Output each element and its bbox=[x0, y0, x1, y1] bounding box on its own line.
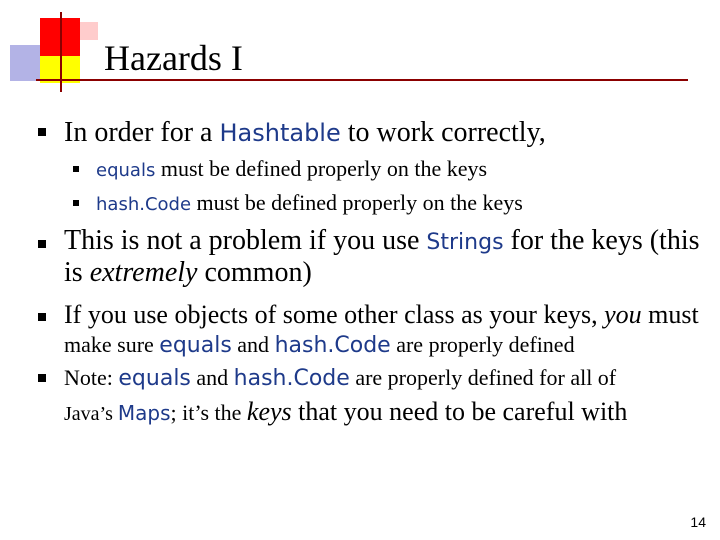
text: must be defined properly on the keys bbox=[191, 190, 523, 215]
emphasis-text: extremely bbox=[89, 257, 198, 288]
slide-number: 14 bbox=[690, 514, 706, 530]
decor-pink-square bbox=[80, 22, 98, 40]
text: ; it’s the bbox=[170, 400, 247, 425]
emphasis-text: you bbox=[604, 300, 642, 329]
text: make sure bbox=[64, 332, 160, 357]
text: for the keys (this bbox=[503, 225, 700, 256]
text: must be defined properly on the keys bbox=[155, 156, 488, 181]
sub-bullet-1-text bbox=[96, 155, 487, 185]
code-hashcode: hash.Code bbox=[274, 333, 391, 358]
bullet-1-text bbox=[64, 116, 546, 150]
bullet-2-line-1 bbox=[64, 224, 700, 260]
bullet-4-line-1 bbox=[64, 364, 616, 393]
code-equals: equals bbox=[118, 366, 191, 391]
bullet-3-line-2 bbox=[64, 331, 575, 360]
slide-title: Hazards I bbox=[104, 38, 243, 78]
bullet-square-icon bbox=[38, 240, 46, 248]
text: are properly defined for all of bbox=[349, 365, 617, 390]
code-hashcode: hash.Code bbox=[233, 366, 350, 391]
text: must bbox=[641, 300, 699, 329]
text: are properly defined bbox=[390, 332, 575, 357]
bullet-4-line-2 bbox=[64, 395, 627, 431]
code-equals: equals bbox=[159, 333, 232, 358]
bullet-square-icon bbox=[38, 374, 46, 382]
text: This is not a problem if you use bbox=[64, 225, 427, 256]
text: that you need to be careful with bbox=[291, 397, 628, 426]
code-hashtable: Hashtable bbox=[219, 119, 341, 147]
text: and bbox=[190, 365, 234, 390]
code-equals: equals bbox=[96, 160, 156, 181]
text: to work correctly, bbox=[340, 117, 546, 148]
text: Note: bbox=[64, 365, 119, 390]
code-strings: Strings bbox=[426, 230, 504, 255]
text: and bbox=[231, 332, 275, 357]
code-hashcode: hash.Code bbox=[96, 194, 192, 215]
text: is bbox=[64, 257, 90, 288]
sub-bullet-2-text bbox=[96, 189, 523, 219]
text: Java’s bbox=[64, 403, 118, 425]
bullet-square-icon bbox=[38, 128, 46, 136]
sub-bullet-square-icon bbox=[73, 200, 79, 206]
bullet-2-line-2 bbox=[64, 256, 312, 290]
bullet-square-icon bbox=[38, 313, 46, 321]
code-maps: Maps bbox=[117, 401, 171, 425]
text: In order for a bbox=[64, 117, 220, 148]
emphasis-text: keys bbox=[246, 397, 292, 426]
text: If you use objects of some other class as your keys, bbox=[64, 300, 605, 329]
text: common) bbox=[197, 257, 312, 288]
sub-bullet-square-icon bbox=[73, 166, 79, 172]
bullet-3-line-1 bbox=[64, 298, 699, 332]
